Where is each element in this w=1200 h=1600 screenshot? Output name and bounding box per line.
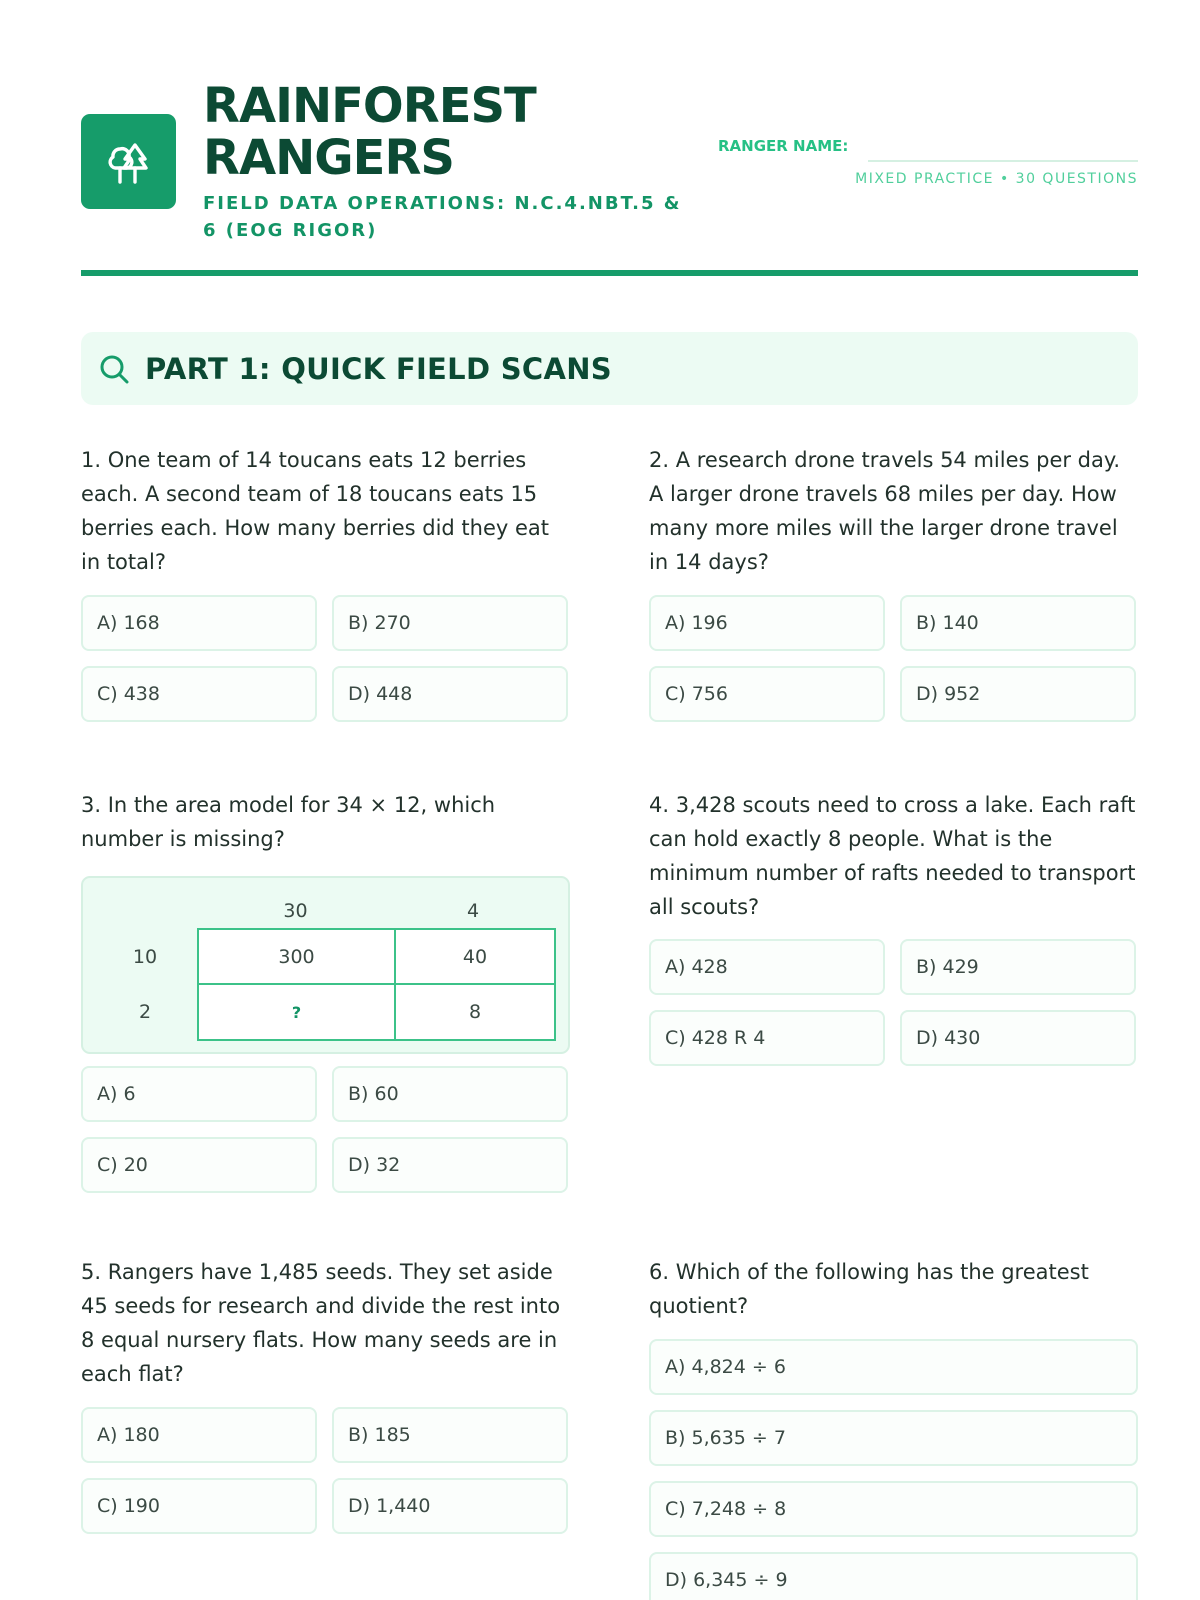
question-6-options <box>649 1339 1138 1600</box>
area-model-col-header: 30 <box>283 900 308 922</box>
section-title: PART 1: QUICK FIELD SCANS <box>145 351 612 386</box>
trees-icon <box>102 135 156 189</box>
answer-option[interactable]: A) 196 <box>649 595 885 651</box>
answer-option[interactable]: B) 5,635 ÷ 7 <box>649 1410 1138 1466</box>
answer-option[interactable]: C) 7,248 ÷ 8 <box>649 1481 1138 1537</box>
question-3-options <box>81 1066 570 1193</box>
question-2-options <box>649 595 1138 722</box>
question-2-text: 2. A research drone travels 54 miles per day. A larger drone travels 68 miles per day. How many more miles will the larger drone travel in 14 days? <box>649 448 1120 574</box>
question-6-text: 6. Which of the following has the greatest quotient? <box>649 1260 1089 1318</box>
area-model-grid <box>197 928 556 1041</box>
area-model-missing-cell: ? <box>199 985 396 1039</box>
answer-option[interactable]: A) 4,824 ÷ 6 <box>649 1339 1138 1395</box>
answer-option[interactable]: B) 60 <box>332 1066 568 1122</box>
answer-option[interactable]: C) 438 <box>81 666 317 722</box>
ranger-name-field[interactable] <box>868 160 1138 162</box>
answer-option[interactable]: D) 1,440 <box>332 1478 568 1534</box>
question-1-text: 1. One team of 14 toucans eats 12 berries each. A second team of 18 toucans eats 15 berries each. How many berries did they eat in total? <box>81 448 550 574</box>
question-3-text: 3. In the area model for 34 × 12, which number is missing? <box>81 793 496 851</box>
search-icon <box>97 352 131 386</box>
answer-option[interactable]: C) 190 <box>81 1478 317 1534</box>
area-model <box>81 876 570 1054</box>
area-model-cell: 8 <box>468 1001 482 1023</box>
question-5-options <box>81 1407 570 1534</box>
answer-option[interactable]: B) 140 <box>900 595 1136 651</box>
answer-option[interactable]: C) 428 R 4 <box>649 1010 885 1066</box>
area-model-row-header: 2 <box>138 1001 152 1023</box>
answer-option[interactable]: A) 6 <box>81 1066 317 1122</box>
area-model-cell: 40 <box>396 930 554 985</box>
area-model-cell: 300 <box>199 930 396 985</box>
answer-option[interactable]: C) 20 <box>81 1137 317 1193</box>
answer-option[interactable]: D) 952 <box>900 666 1136 722</box>
question-1-options <box>81 595 570 722</box>
worksheet-subtitle: FIELD DATA OPERATIONS: N.C.4.NBT.5 & 6 (EOG RIGOR) <box>203 193 682 241</box>
question-5-text: 5. Rangers have 1,485 seeds. They set aside 45 seeds for research and divide the rest into 8 equal nursery flats. How many seeds are in each flat? <box>81 1260 561 1386</box>
area-model-col-header: 4 <box>466 900 480 922</box>
answer-option[interactable]: B) 185 <box>332 1407 568 1463</box>
answer-option[interactable]: B) 270 <box>332 595 568 651</box>
answer-option[interactable]: A) 168 <box>81 595 317 651</box>
answer-option[interactable]: D) 430 <box>900 1010 1136 1066</box>
logo <box>81 114 176 209</box>
answer-option[interactable]: C) 756 <box>649 666 885 722</box>
answer-option[interactable]: D) 32 <box>332 1137 568 1193</box>
question-4-text: 4. 3,428 scouts need to cross a lake. Each raft can hold exactly 8 people. What is the minimum number of rafts needed to transport all scouts? <box>649 793 1136 919</box>
answer-option[interactable]: D) 448 <box>332 666 568 722</box>
answer-option[interactable]: D) 6,345 ÷ 9 <box>649 1552 1138 1600</box>
answer-option[interactable]: B) 429 <box>900 939 1136 995</box>
header-divider <box>81 270 1138 276</box>
worksheet-title: RAINFOREST RANGERS <box>203 78 536 186</box>
answer-option[interactable]: A) 180 <box>81 1407 317 1463</box>
area-model-row-header: 10 <box>132 946 158 968</box>
practice-info: MIXED PRACTICE • 30 QUESTIONS <box>855 171 1138 187</box>
section-banner <box>81 332 1138 405</box>
ranger-name-label: RANGER NAME: <box>718 137 849 155</box>
question-4-options <box>649 939 1138 1066</box>
answer-option[interactable]: A) 428 <box>649 939 885 995</box>
